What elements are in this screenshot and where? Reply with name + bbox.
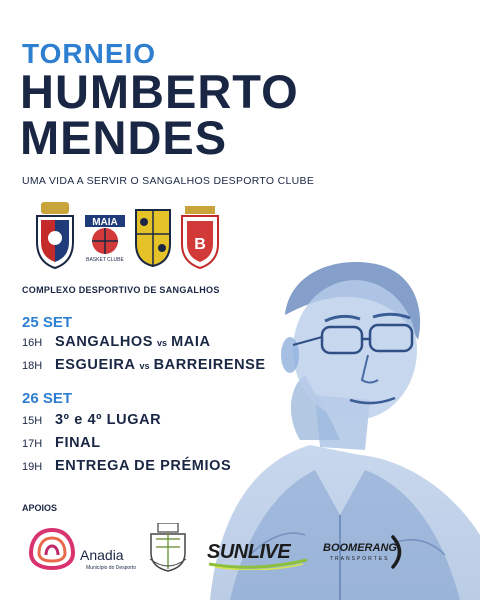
svg-text:MAIA: MAIA <box>92 217 118 228</box>
day1-game-2 <box>22 357 266 375</box>
event-time: 19H <box>22 461 43 473</box>
anadia-sponsor-tagline: Município do Desporto <box>86 565 137 571</box>
away-team: BARREIRENSE <box>153 357 266 373</box>
anadia-sponsor-name: Anadia <box>80 547 124 563</box>
venue-label: COMPLEXO DESPORTIVO DE SANGALHOS <box>22 285 220 295</box>
title-line-1: HUMBERTO <box>20 65 299 118</box>
sangalhos-crest-icon <box>37 202 73 268</box>
maia-basket-logo-icon <box>85 215 125 263</box>
event-name: 3º e 4º LUGAR <box>55 412 162 428</box>
event-name: FINAL <box>55 435 101 451</box>
anadia-logo-icon <box>28 527 76 571</box>
barreirense-crest-icon <box>182 206 218 268</box>
day2-date: 26 SET <box>22 390 73 407</box>
vs-label: vs <box>139 361 150 371</box>
vs-label: vs <box>157 338 168 348</box>
svg-text:BASKET CLUBE: BASKET CLUBE <box>86 257 124 263</box>
away-team: MAIA <box>171 334 211 350</box>
title-line-2: MENDES <box>20 111 228 164</box>
event-name: ENTREGA DE PRÉMIOS <box>55 458 232 474</box>
home-team: SANGALHOS <box>55 334 154 350</box>
day2-event-1 <box>22 412 161 430</box>
home-team: ESGUEIRA <box>55 357 136 373</box>
day2-event-2 <box>22 435 101 453</box>
supporters-label: APOIOS <box>22 503 58 513</box>
event-time: 17H <box>22 438 43 450</box>
boomerang-arrow-icon <box>390 535 408 569</box>
day2-event-3 <box>22 458 231 476</box>
sangalhos-parish-crest-icon <box>148 523 188 573</box>
boomerang-sponsor-name: BOOMERANG <box>323 542 397 554</box>
event-time: 15H <box>22 415 43 427</box>
esgueira-crest-icon <box>136 210 170 266</box>
svg-text:B: B <box>194 236 206 253</box>
boomerang-sponsor-tagline: TRANSPORTES <box>330 556 390 562</box>
day1-game-1 <box>22 334 211 352</box>
game-time: 18H <box>22 360 43 372</box>
game-time: 16H <box>22 337 43 349</box>
day1-date: 25 SET <box>22 314 73 331</box>
team-crests <box>30 200 230 272</box>
sunlive-sponsor-name: SUNLIVE <box>207 541 291 563</box>
tournament-pretitle: TORNEIO <box>22 38 157 69</box>
subtitle: UMA VIDA A SERVIR O SANGALHOS DESPORTO CLUBE <box>22 175 315 187</box>
